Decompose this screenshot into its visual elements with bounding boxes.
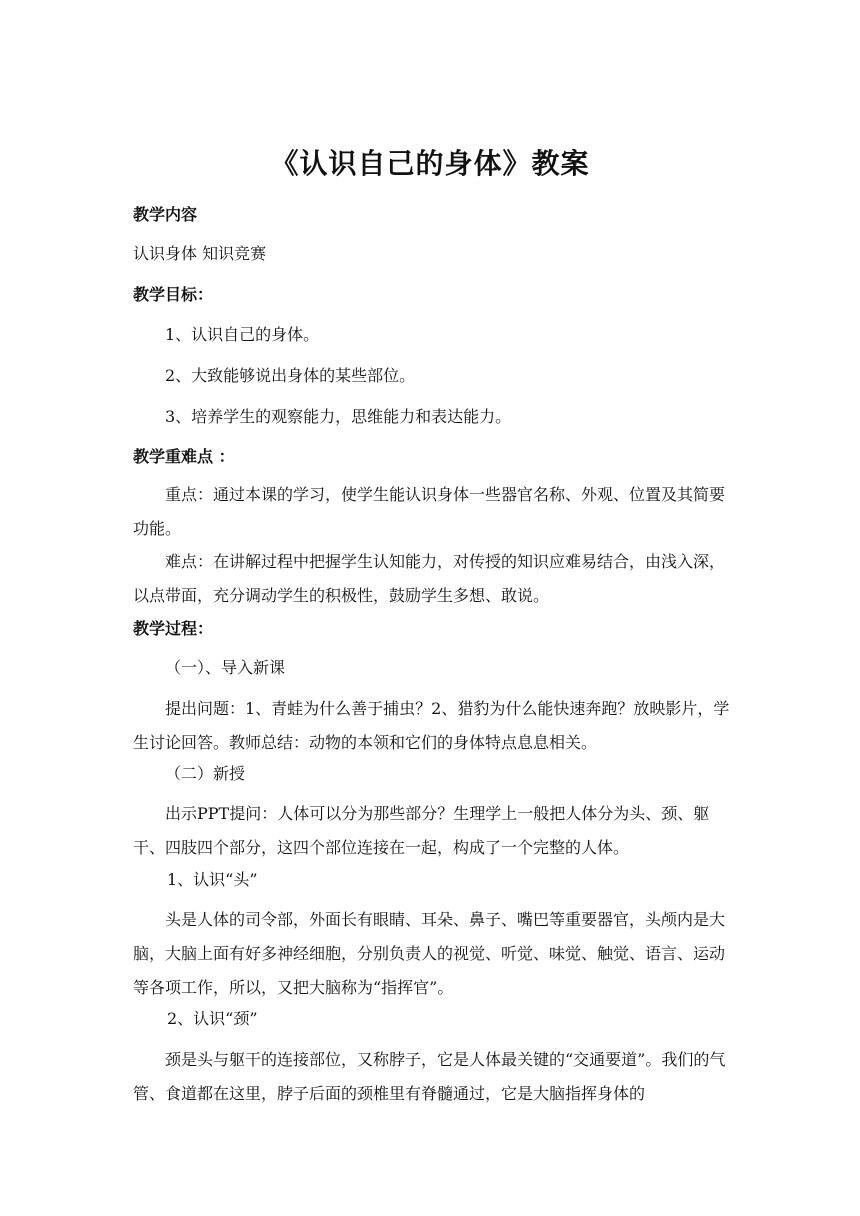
key-point-text: 重点：通过本课的学习，使学生能认识身体一些器官名称、外观、位置及其简要功能。 bbox=[133, 485, 726, 538]
key-heading: 教学重难点 ： bbox=[133, 447, 235, 466]
head-heading: 1、认识“头” bbox=[167, 870, 258, 889]
head-text: 头是人体的司令部，外面长有眼睛、耳朵、鼻子、嘴巴等重要器官，头颅内是大脑，大脑上面有好多神经细胞，分别负责人的视觉、听觉、味觉、触觉、语言、运动等各项工作，所以，又把大脑称为“指挥官”。 bbox=[133, 910, 726, 997]
goal-item-1: 1、认识自己的身体。 bbox=[165, 325, 320, 344]
content-heading: 教学内容 bbox=[133, 205, 198, 224]
step1-text: 提出问题：1、青蛙为什么善于捕虫？2、猎豹为什么能快速奔跑？放映影片，学生讨论回答。教师总结：动物的本领和它们的身体特点息息相关。 bbox=[133, 699, 730, 752]
step1-heading: （一）、导入新课 bbox=[165, 658, 286, 677]
difficult-point-text: 难点：在讲解过程中把握学生认知能力，对传授的知识应难易结合，由浅入深，以点带面，充分调动学生的积极性，鼓励学生多想、敢说。 bbox=[133, 552, 726, 605]
document-title: 《认识自己的身体》教案 bbox=[270, 147, 590, 180]
goals-heading: 教学目标： bbox=[133, 285, 214, 304]
process-heading: 教学过程： bbox=[133, 619, 214, 638]
neck-text: 颈是头与躯干的连接部位，又称脖子，它是人体最关键的“交通要道”。我们的气管、食道都在这里，脖子后面的颈椎里有脊髓通过，它是大脑指挥身体的 bbox=[133, 1050, 726, 1103]
neck-heading: 2、认识“颈” bbox=[167, 1009, 258, 1028]
goal-item-3: 3、培养学生的观察能力，思维能力和表达能力。 bbox=[165, 407, 512, 426]
step2-text: 出示PPT提问：人体可以分为那些部分？生理学上一般把人体分为头、颈、躯干、四肢四个部分，这四个部位连接在一起，构成了一个完整的人体。 bbox=[133, 804, 710, 857]
goal-item-2: 2、大致能够说出身体的某些部位。 bbox=[165, 366, 416, 385]
content-text: 认识身体 知识竞赛 bbox=[133, 244, 267, 263]
step2-heading: （二）新授 bbox=[165, 764, 246, 783]
